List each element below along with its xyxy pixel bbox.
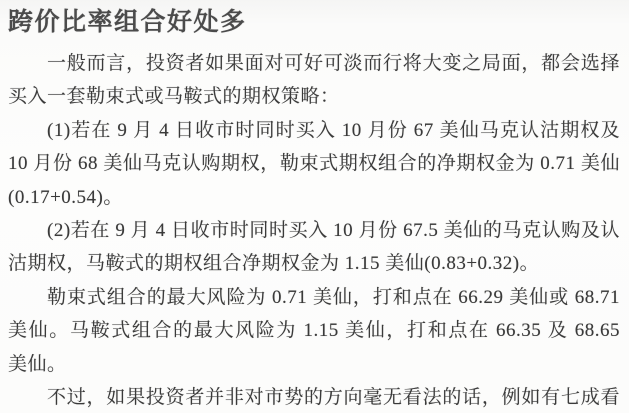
document-body	[8, 47, 620, 413]
document-title: 跨价比率组合好处多	[8, 8, 247, 36]
text-line: 沽期权，马鞍式的期权组合净期权金为 1.15 美仙(0.83+0.32)。	[8, 253, 540, 275]
text-line: 10 月份 68 美仙马克认购期权，勒束式期权组合的净期权金为 0.71 美仙	[8, 153, 620, 175]
text-line: (0.17+0.54)。	[8, 186, 123, 208]
text-line: 买入一套勒束式或马鞍式的期权策略：	[8, 86, 340, 108]
text-line: 不过，如果投资者并非对市势的方向毫无看法的话，例如有七成看	[47, 386, 620, 408]
text-line: 勒束式组合的最大风险为 0.71 美仙，打和点在 66.29 美仙或 68.71	[47, 286, 620, 308]
text-line: 一般而言，投资者如果面对可好可淡而行将大变之局面，都会选择	[47, 53, 620, 74]
text-line: 美仙。	[8, 353, 67, 375]
text-line: (2)若在 9 月 4 日收市时同时买入 10 月份 67.5 美仙的马克认购及认	[47, 219, 620, 241]
text-line: (1)若在 9 月 4 日收市时同时买入 10 月份 67 美仙马克认沽期权及	[47, 119, 620, 141]
text-line: 美仙。马鞍式组合的最大风险为 1.15 美仙，打和点在 66.35 及 68.65	[8, 320, 620, 342]
